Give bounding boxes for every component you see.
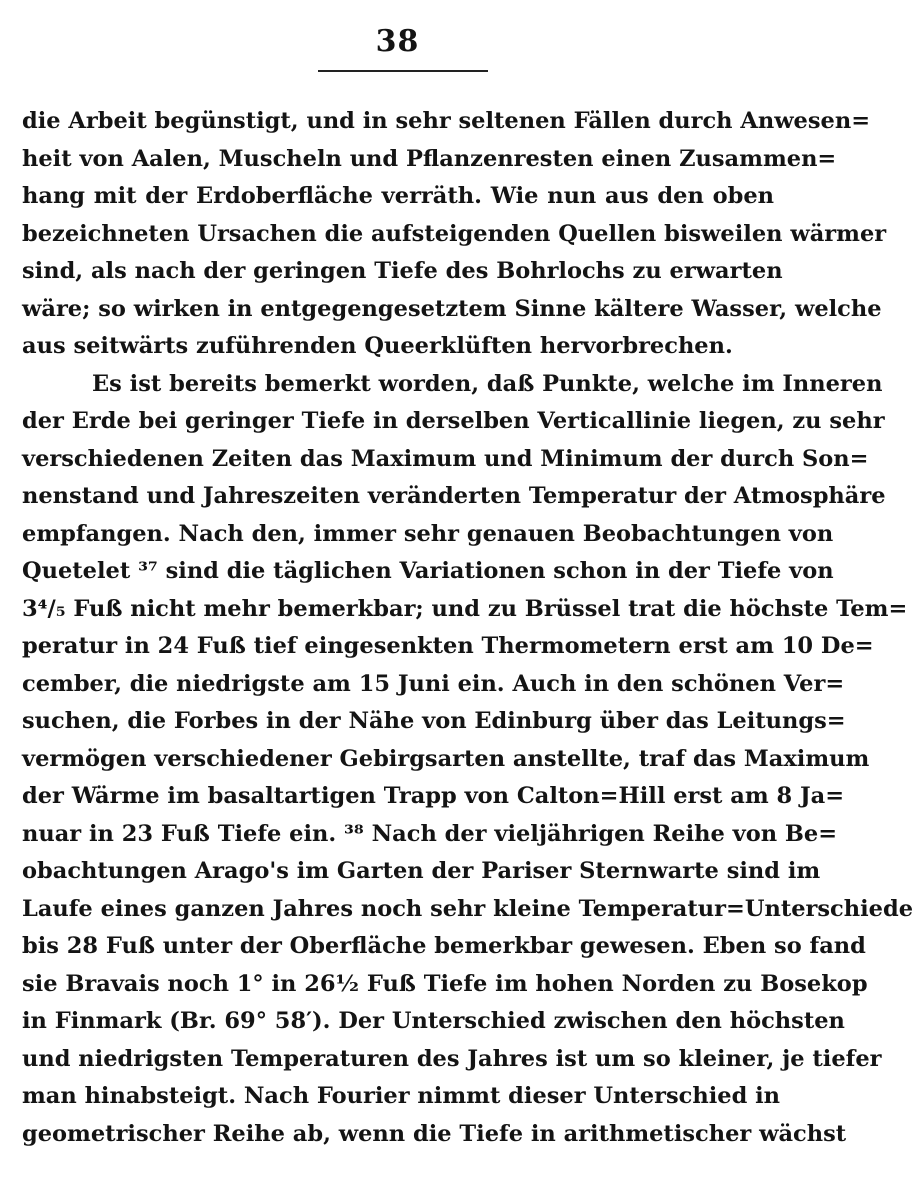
text-line: bis 28 Fuß unter der Oberfläche bemerkbar gewesen. Eben so fand [22,933,866,959]
text-line: nuar in 23 Fuß Tiefe ein. ³⁸ Nach der vieljährigen Reihe von Be= [22,820,838,847]
text-line: sie Bravais noch 1° in 26½ Fuß Tiefe im hohen Norden zu Bosekop [22,970,868,997]
text-line: heit von Aalen, Muscheln und Pflanzenresten einen Zusammen= [22,145,837,172]
text-line: 3⁴/₅ Fuß nicht mehr bemerkbar; und zu Brüssel trat die höchste Tem= [22,595,908,622]
text-line: in Finmark (Br. 69° 58′). Der Unterschied zwischen den höchsten [22,1008,845,1034]
text-line: suchen, die Forbes in der Nähe von Edinburg über das Leitungs= [22,708,846,734]
text-line: wäre; so wirken in entgegengesetztem Sinne kältere Wasser, welche [22,295,882,322]
text-line: geometrischer Reihe ab, wenn die Tiefe in arithmetischer wächst [22,1120,847,1147]
text-line: und niedrigsten Temperaturen des Jahres ist um so kleiner, je tiefer [22,1045,882,1072]
paragraph-end-line: aus seitwärts zuführenden Queerklüften hervorbrechen. [22,333,733,359]
text-line: vermögen verschiedener Gebirgsarten anstellte, traf das Maximum [22,745,870,772]
text-line: Laufe eines ganzen Jahres noch sehr kleine Temperatur=Unterschiede [22,895,913,922]
text-line: nenstand und Jahreszeiten veränderten Temperatur der Atmosphäre [22,483,886,509]
body-text [22,103,913,1153]
text-line: hang mit der Erdoberfläche verräth. Wie nun aus den oben [22,183,774,209]
text-line: Quetelet ³⁷ sind die täglichen Variationen schon in der Tiefe von [22,558,834,584]
text-line: obachtungen Arago's im Garten der Pariser Sternwarte sind im [22,858,821,884]
header-rule [318,70,488,72]
text-line: der Erde bei geringer Tiefe in derselben Verticallinie liegen, zu sehr [22,408,885,434]
text-line: man hinabsteigt. Nach Fourier nimmt dieser Unterschied in [22,1083,781,1109]
text-line: empfangen. Nach den, immer sehr genauen Beobachtungen von [22,520,834,547]
text-line: die Arbeit begünstigt, und in sehr seltenen Fällen durch Anwesen= [22,108,871,134]
paragraph-start-line: Es ist bereits bemerkt worden, daß Punkte, welche im Inneren [92,370,883,397]
text-line: verschiedenen Zeiten das Maximum und Minimum der durch Son= [22,445,869,472]
text-line: peratur in 24 Fuß tief eingesenkten Thermometern erst am 10 De= [22,633,874,659]
text-line: bezeichneten Ursachen die aufsteigenden Quellen bisweilen wärmer [22,220,887,247]
page-number: 38 [375,24,420,59]
text-line: sind, als nach der geringen Tiefe des Bohrlochs zu erwarten [22,258,783,284]
text-line: cember, die niedrigste am 15 Juni ein. Auch in den schönen Ver= [22,670,845,697]
text-line: der Wärme im basaltartigen Trapp von Calton=Hill erst am 8 Ja= [22,783,845,809]
